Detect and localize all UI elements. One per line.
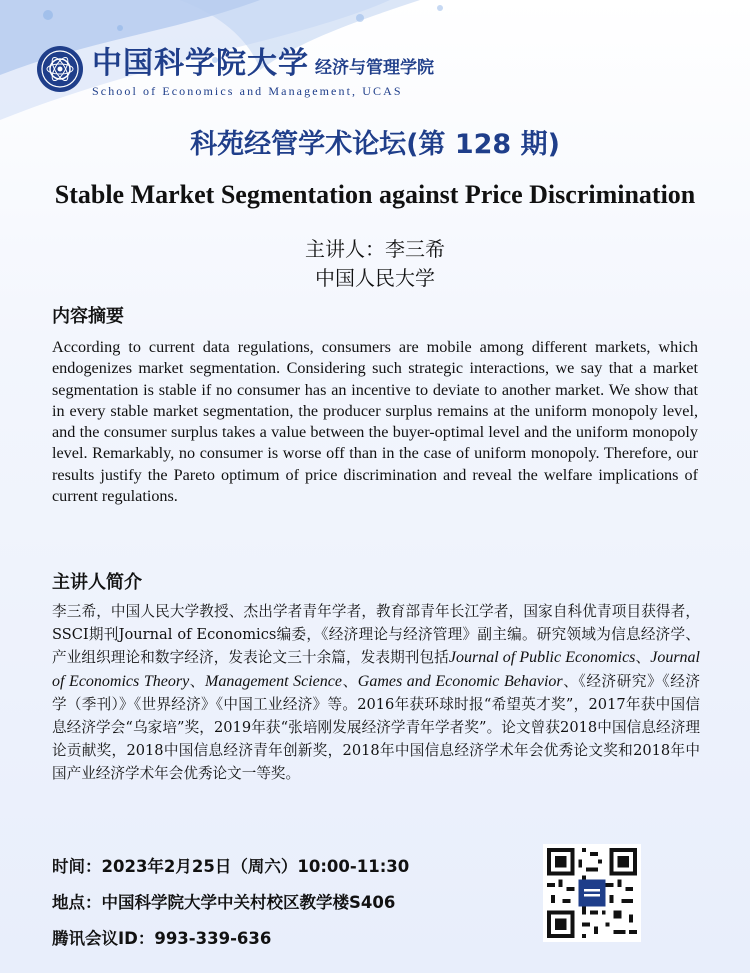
speaker-affiliation: 中国人民大学 [315,266,435,290]
university-name-cn: 中国科学院大学 [92,46,309,81]
ucas-seal-logo-icon [36,45,84,93]
qr-code-icon[interactable] [543,844,641,942]
talk-title: Stable Market Segmentation against Price Discrimination [54,180,696,209]
speaker-line: 主讲人：李三希 [305,237,445,261]
header [36,38,434,99]
journal-name: Journal of Economics Theory [52,649,700,690]
bio-separator: 、 [189,672,205,690]
abstract-text: According to current data regulations, consumers are mobile among different markets, which endogenizes market segmentation. Considering such strategic interactions, we say that a market segmentation is stable if no consumer has an incentive to deviate to another market. We show that in every stable market segmentation, the producer surplus remains at the uniform monopoly level, and the consumer surplus takes a value between the buyer-optimal level and the uniform monopoly level. Remarkably, no consumer is worse off than in the case of uniform monopoly. Therefore, our results justify the Pareto optimum of price discrimination and reveal the welfare implications of current regulations. [52,338,698,506]
journal-name: Journal of Public Economics [448,649,636,667]
header-text [92,38,434,99]
journal-name: Management Science [204,672,342,690]
bio-separator: 、 [341,672,358,690]
forum-title: 科苑经管学术论坛(第 128 期) [190,129,560,160]
abstract-heading: 内容摘要 [52,306,124,327]
school-name-cn: 经济与管理学院 [315,58,434,78]
bio-text-2: 、《经济研究》《经济学（季刊）》《世界经济》《中国工业经济》等。2016年获环球时报“希望英才奖”，2017年获中国信息经济学会“乌家培”奖，2019年获“张培刚发展经济学青年学者奖”。论文曾获2018中国信息经济理论贡献奖，2018中国信息经济青年创新奖，2018年中国信息经济学术年会优秀论文奖和2018年中国产业经济学术年会优秀论文一等奖。 [52,672,700,783]
bio-heading: 主讲人简介 [52,572,142,593]
event-location: 地点：中国科学院大学中关村校区教学楼S406 [52,893,396,912]
school-name-en: School of Economics and Management, UCAS [92,84,403,98]
bio-separator: 、 [635,649,651,667]
bio-text-1: 李三希，中国人民大学教授、杰出学者青年学者，教育部青年长江学者，国家自科优青项目获得者，SSCI期刊Journal of Economics编委，《经济理论与经济管理》副主编。研究领域为信息经济学、产业组织理论和数字经济，发表论文三十余篇，发表期刊包括 [52,603,700,667]
journal-name: Games and Economic Behavior [357,672,563,690]
event-time: 时间：2023年2月25日（周六）10:00-11:30 [52,857,410,876]
meeting-id: 腾讯会议ID：993-339-636 [52,929,272,948]
speaker-bio [52,600,700,786]
